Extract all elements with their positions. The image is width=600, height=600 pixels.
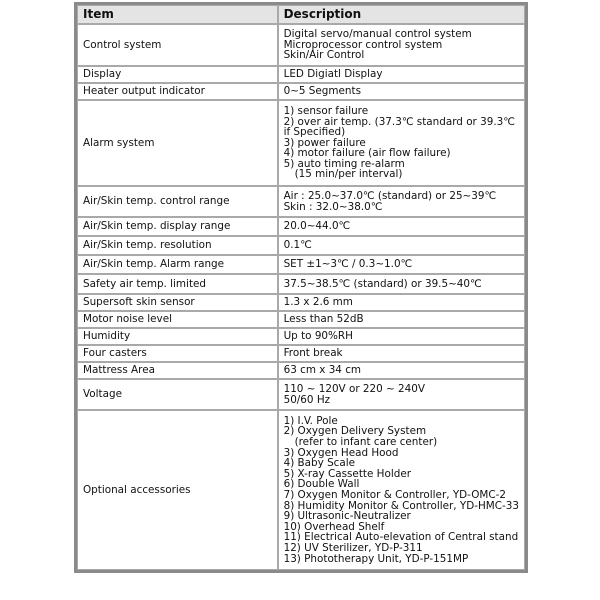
cell-item: Heater output indicator — [77, 83, 278, 100]
cell-item: Humidity — [77, 328, 278, 345]
cell-description — [278, 410, 525, 570]
description-line: Skin/Air Control — [283, 49, 365, 62]
header-item: Item — [77, 5, 278, 24]
description-line: 4) Baby Scale — [283, 457, 356, 470]
table-header-row — [77, 5, 525, 24]
cell-item: Supersoft skin sensor — [77, 294, 278, 311]
table-row — [77, 24, 525, 66]
cell-description — [278, 66, 525, 83]
description-line: 3) Oxygen Head Hood — [283, 446, 399, 459]
description-line: 1) sensor failure — [283, 104, 369, 117]
description-line: 7) Oxygen Monitor & Controller, YD-OMC-2 — [283, 489, 506, 501]
description-line: 2) Oxygen Delivery System — [283, 425, 427, 438]
table-row — [77, 311, 525, 328]
table-row — [77, 274, 525, 294]
table-row — [77, 186, 525, 217]
cell-item: Alarm system — [77, 100, 278, 186]
description-line: 2) over air temp. (37.3℃ standard or 39.3℃ if Specified) — [283, 115, 515, 139]
description-line: 110 ~ 120V or 220 ~ 240V — [283, 382, 425, 395]
description-line: 1.3 x 2.6 mm — [283, 296, 353, 309]
description-line: (refer to infant care center) — [294, 436, 438, 449]
description-line: Air : 25.0~37.0℃ (standard) or 25~39℃ — [283, 189, 497, 202]
table-row — [77, 379, 525, 410]
cell-item: Four casters — [77, 345, 278, 362]
cell-description — [278, 379, 525, 410]
table-row — [77, 328, 525, 345]
description-line: Up to 90%RH — [283, 330, 353, 343]
table-row — [77, 236, 525, 255]
description-line: 8) Humidity Monitor & Controller, YD-HMC-33 — [283, 499, 519, 512]
cell-description — [278, 24, 525, 66]
description-line: 9) Ultrasonic-Neutralizer — [283, 510, 411, 523]
cell-description — [278, 274, 525, 294]
cell-item: Air/Skin temp. Alarm range — [77, 255, 278, 274]
table-row — [77, 345, 525, 362]
cell-description — [278, 362, 525, 379]
table-row — [77, 362, 525, 379]
description-line: 4) motor failure (air flow failure) — [283, 147, 451, 160]
description-line: Front break — [283, 347, 343, 360]
description-line: 6) Double Wall — [283, 478, 360, 491]
cell-item: Display — [77, 66, 278, 83]
description-line: 0.1℃ — [283, 239, 312, 252]
description-line: 13) Phototherapy Unit, YD-P-151MP — [283, 552, 469, 565]
cell-item: Voltage — [77, 379, 278, 410]
description-line: Microprocessor control system — [283, 38, 443, 51]
description-line: SET ±1~3℃ / 0.3~1.0℃ — [283, 258, 413, 271]
description-line: 63 cm x 34 cm — [283, 364, 362, 377]
specification-table — [74, 2, 528, 573]
table-row — [77, 83, 525, 100]
cell-description — [278, 328, 525, 345]
description-line: 11) Electrical Auto-elevation of Central stand — [283, 531, 519, 544]
cell-description — [278, 100, 525, 186]
cell-item: Motor noise level — [77, 311, 278, 328]
table-row — [77, 100, 525, 186]
spec-table-frame — [74, 2, 528, 573]
description-line: 20.0~44.0℃ — [283, 220, 351, 233]
table-row — [77, 255, 525, 274]
description-line: (15 min/per interval) — [294, 168, 403, 181]
table-row — [77, 217, 525, 236]
cell-description — [278, 83, 525, 100]
description-line: 5) auto timing re-alarm — [283, 157, 405, 170]
cell-description — [278, 255, 525, 274]
cell-item: Air/Skin temp. display range — [77, 217, 278, 236]
cell-description — [278, 236, 525, 255]
description-line: Digital servo/manual control system — [283, 28, 472, 41]
cell-item: Air/Skin temp. control range — [77, 186, 278, 217]
cell-item: Mattress Area — [77, 362, 278, 379]
cell-description — [278, 186, 525, 217]
description-line: Skin : 32.0~38.0℃ — [283, 200, 383, 213]
cell-item: Safety air temp. limited — [77, 274, 278, 294]
cell-item: Control system — [77, 24, 278, 66]
cell-description — [278, 294, 525, 311]
table-row — [77, 66, 525, 83]
cell-item: Optional accessories — [77, 410, 278, 570]
header-description: Description — [278, 5, 525, 24]
description-line: 12) UV Sterilizer, YD-P-311 — [283, 541, 423, 554]
cell-description — [278, 217, 525, 236]
description-line: 5) X-ray Cassette Holder — [283, 467, 411, 480]
table-row — [77, 410, 525, 570]
description-line: Less than 52dB — [283, 313, 364, 326]
description-line: LED Digiatl Display — [283, 68, 383, 81]
description-line: 37.5~38.5℃ (standard) or 39.5~40℃ — [283, 277, 482, 290]
description-line: 10) Overhead Shelf — [283, 520, 385, 533]
table-row — [77, 294, 525, 311]
description-line: 3) power failure — [283, 136, 366, 149]
description-line: 1) I.V. Pole — [283, 414, 338, 427]
cell-description — [278, 345, 525, 362]
cell-item: Air/Skin temp. resolution — [77, 236, 278, 255]
description-line: 50/60 Hz — [283, 393, 331, 406]
cell-description — [278, 311, 525, 328]
description-line: 0~5 Segments — [283, 85, 361, 98]
